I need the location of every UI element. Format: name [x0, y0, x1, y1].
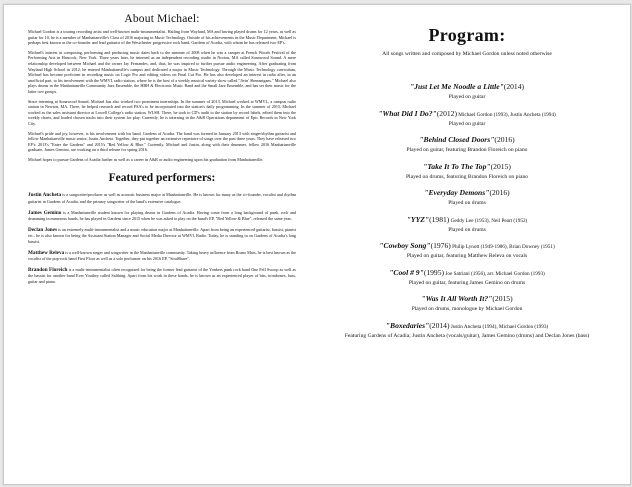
- song-title: "Just Let Me Noodle a Little": [409, 82, 504, 91]
- song-entry: [322, 110, 612, 129]
- song-note: Played on drums: [448, 200, 486, 206]
- song-entry: [322, 269, 612, 288]
- performer-name: Justin Ancheta: [28, 192, 62, 199]
- song-note: Played on drums, monologue by Michael Gordon: [411, 306, 523, 312]
- about-paragraph: Michael's interest in composing, performing and producing music dates back to the summer of 2008 when he was a camper at French Woods Festival of the Performing Arts in Hancock, New York. Three years later, he interned as an independent recording studio in Norton, MA called Sonawood Sound. A mere relationship developed between Michael and the owner Jay Fernandes, and, thus, he was inspired to further pursue audio engineering. After graduating from Wayland High School in 2012, he entered Manhattanville's campus and dedicated a major in Music Technology. Through the Music Technology curriculum, Michael has become proficient in recording music on Logic Pro and editing videos on Final Cut Pro. He has also developed an interest in radio after, in an unofficial part, to his involvement with the WMVL radio station, where he is the host of a weekly musical variety show called "Jivin' Shenanigans." Michael also plays drums in the Manhattanville Community Jazz Ensemble, the HBH & Electronic Music Band and the Small Jazz Ensemble, and has set their music for the latter two groups.: [28, 49, 296, 94]
- performer-bio: [28, 227, 296, 245]
- song-credit: Joe Satriani (1956), arr. Michael Gordon (1993): [444, 270, 545, 277]
- song-note: Played on drums, featuring Brandon Floreich on piano: [405, 173, 529, 180]
- performer-bio: [28, 250, 296, 262]
- song-title: "Boxedaries": [385, 320, 430, 330]
- song-title: "Everyday Demons": [424, 188, 490, 197]
- about-paragraph: Michael hopes to pursue Gardens of Acadia further as well as a career in A&R or audio engineering upon his graduation from Manhattanville.: [28, 156, 264, 162]
- performer-name: James Gemino: [28, 209, 62, 216]
- about-heading: About Michael:: [124, 13, 200, 25]
- song-entry: [322, 295, 612, 314]
- performer-bio-text: is a Manhattanville student known for playing drums in Gardens of Acadia. Having come from a long background of punk, rock and drumming in numerous bands, he has played in Gardens since 2015 when he was asked to play on the band's EP, "Red Yellow & Blue", released the same year.: [28, 209, 296, 222]
- song-title: "Was It All Worth It?": [421, 294, 493, 303]
- song-note: Played on guitar, featuring Matthew Releva on vocals: [406, 253, 528, 259]
- song-entry: [322, 136, 612, 155]
- song-note: Played on guitar: [448, 94, 486, 100]
- performer-name: Matthew Releva: [28, 249, 65, 256]
- song-title: "YYZ": [406, 214, 430, 224]
- song-year: (1976): [430, 241, 451, 250]
- song-title: "Take It To The Top": [423, 161, 491, 171]
- song-title: "Behind Closed Doors": [419, 135, 495, 144]
- performer-name: Declan Jones: [28, 226, 58, 233]
- song-year: (2016): [489, 188, 510, 197]
- left-column: [28, 13, 296, 290]
- song-year: (1995): [423, 267, 445, 277]
- performer-bio: [28, 210, 296, 222]
- song-year: (2014): [429, 320, 450, 330]
- song-year: (2016): [494, 135, 515, 144]
- right-column: [322, 17, 612, 348]
- about-paragraph: Michael Gordon is a touring recording artist and well-known multi-instrumentalist. Hailing from Wayland, MA and having played drums for 12 years, as well as guitar for 10, he is a member of Manhattanville's Class of 2016 majoring in Music Technology. Outside of his achievements in the Music Department, Michael is perhaps best known as the co-founder and lead guitarist of the Westchester progressive rock band, Gardens of Acadia, with whom he has released two EP's.: [28, 29, 296, 46]
- song-entry: [322, 163, 612, 182]
- song-year: (2015): [492, 294, 513, 303]
- performer-bio-text: is a well-known singer and songwriter in the Manhattanville community. Taking heavy influence from Bruno Mars, he is best known as the vocalist of the pop-rock band First Floor as well as a solo performer on his 2016 EP, "SoulShare".: [28, 249, 297, 262]
- performer-bio-text: is an extremely multi-instrumentalist and a music education major at Manhattanville. Apart from being an experienced guitarist, bassist, pianist etc., he is also known for being the Assistant Station Manager and Social Media Director at WMVL Radio. Today, he is standing in on Gardens of Acadia's long bassist.: [28, 226, 296, 245]
- song-title: "What Did I Do?": [378, 108, 437, 118]
- song-note: Played on drums: [448, 226, 486, 233]
- program-page: [3, 4, 631, 485]
- song-year: (2012): [436, 108, 457, 118]
- featured-heading: Featured performers:: [108, 172, 216, 185]
- song-note: Played on guitar, featuring James Gemino on drums: [408, 279, 526, 286]
- song-entry: [322, 189, 612, 208]
- about-paragraph: Since interning at Sonawood Sound, Michael has also worked two prominent internships. In the summer of 2013, Michael worked at WMVL, a campus radio station in Newton, MA. There, he helped research and record PSA's to be incorporated into the station's daily programming. In the summer of 2015, Michael worked as the sales assistant director at Lowell College's radio station, WLSH. There, he took to CD's audit to the station by record labels, edited them into the weekly charts, and loaded chosen tracks into their system for play. Currently, he is interning in the A&R Operations department of Epic Records in New York City.: [28, 98, 296, 126]
- song-credit: Geddy Lee (1953), Neil Peart (1952): [449, 217, 528, 224]
- performer-bio-text: is a songwriter/producer as well as acoustic business major at Manhattanville. He is known for many as the co-founder, vocalist and rhythm guitarist in Gardens of Acadia, and the primary songwriter of the band's extensive catalogue.: [28, 192, 296, 205]
- program-heading: Program:: [428, 25, 506, 45]
- performer-bio: [28, 267, 296, 285]
- song-credit: Justin Ancheta (1994), Michael Gordon (1993): [449, 323, 549, 330]
- song-note: Featuring Gardens of Acadia; Justin Ancheta (vocals/guitar), James Gemino (drums) and Declan Jones (bass): [344, 332, 590, 339]
- song-credit: Michael Gordon (1993), Justin Ancheta (1994): [457, 111, 556, 118]
- song-note: Played on guitar, featuring Brandon Floreich on piano: [406, 147, 528, 153]
- song-entry: [322, 216, 612, 235]
- song-year: (2014): [503, 82, 525, 91]
- song-year: (1981): [429, 214, 450, 224]
- about-paragraph: Michael's pride and joy, however, is his involvement with his band, Gardens of Acadia. The band was formed in January 2013 with singer/rhythm guitarist and fellow Manhattanville music senior, Justin Ancheta. Together, they put together an extensive repertoire of songs over the past three years. They have released two EP's: 2013's "Enter the Gardens" and 2015's "Red Yellow & Blue." Currently, Michael and Justin, along with their drummer, fellow 2016 Manhattanville graduate, James Gemino, are working on a third release for spring 2016.: [28, 130, 296, 153]
- song-credit: Philip Lynott (1949-1986), Brian Downey (1951): [450, 244, 555, 250]
- song-title: "Cool # 9": [389, 267, 424, 277]
- song-entry: [322, 242, 612, 261]
- song-entry: [322, 83, 612, 102]
- song-year: (2015): [490, 161, 511, 171]
- performer-bio-text: is a multi-instrumentalist often recognized for being the former lead guitarist of the Yonkers punk rock band One Fell Swoop as well as the bassist for another band Ever Youthey called Salthing. Apart from his work in these bands, he is known as an experienced player of bits, trombones, bass, guitar and piano.: [28, 266, 297, 284]
- song-entry: [322, 322, 612, 341]
- song-note: Played on guitar: [448, 120, 486, 127]
- performer-name: Brandon Floreich: [28, 266, 68, 273]
- song-title: "Cowboy Song": [379, 241, 431, 250]
- performer-bio: [28, 192, 296, 204]
- program-subtitle: All songs written and composed by Michael Gordon unless noted otherwise: [382, 51, 552, 57]
